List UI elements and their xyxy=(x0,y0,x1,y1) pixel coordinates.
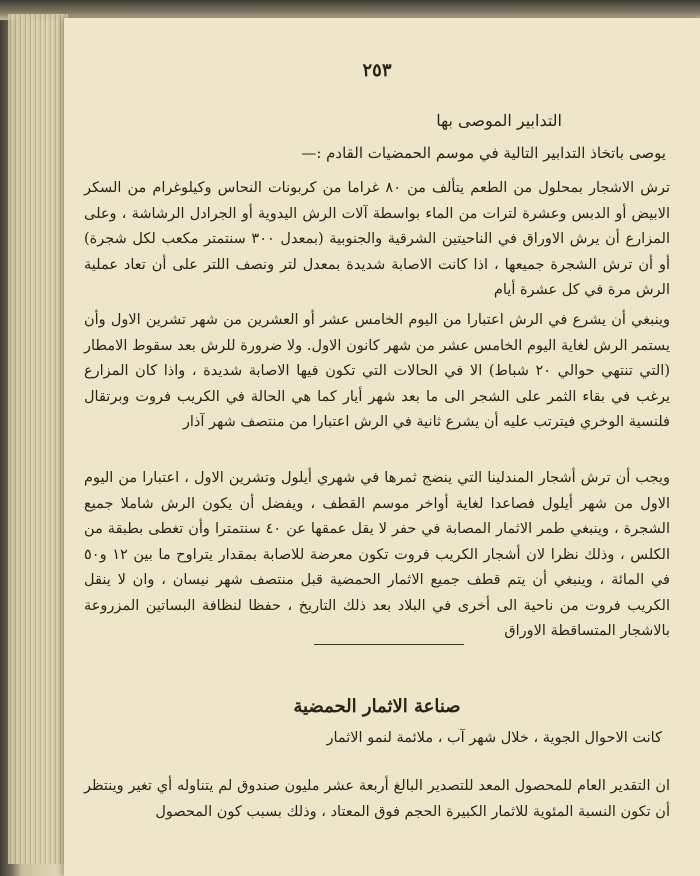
page-number: ٢٥٣ xyxy=(362,60,392,81)
final-paragraph: ان التقدير العام للمحصول المعد للتصدير البالغ أربعة عشر مليون صندوق لم يتناوله أي تغير وينتظر أن تكون النسبة المئوية للاثمار الكبيرة الحجم فوق المعتاد ، وذلك بسبب كون المحصول xyxy=(84,778,670,820)
section-title: صناعة الاثمار الحمضية xyxy=(293,696,461,717)
section-heading: التدابير الموصى بها xyxy=(436,111,562,130)
paragraph-3: ويجب أن ترش أشجار المندلينا التي ينضج ثمرها في شهري أيلول وتشرين الاول ، اعتبارا من اليوم الاول من شهر أيلول فصاعدا لغاية أواخر موسم القطف ، ويفضل أن يكون الرش شاملا جميع الشجرة ، وينبغي طمر الاثمار المصابة في حفر لا يقل عمقها عن ٤٠ سنتمترا وأن تغطى بطبقة من الكلس ، وذلك نظرا لان أشجار الكريب فروت تكون معرضة للاصابة بمقدار يتراوح ما بين ١٢ و٥٠ في المائة ، وينبغي أن يتم قطف جميع الاثمار الحمضية قبل منتصف شهر نيسان ، وان لا ينقل الكريب فروت من ناحية الى أخرى في البلاد بعد ذلك التاريخ ، حفظا لنظافة البساتين المزروعة بالاشجار المتساقطة الاوراق xyxy=(84,470,670,639)
book-top-edge xyxy=(0,0,700,20)
paragraph-1: ترش الاشجار بمحلول من الطعم يتألف من ٨٠ غراما من كربونات النحاس وكيلوغرام من السكر الابيض أو الدبس وعشرة لترات من الماء بواسطة آلات الرش اليدوية أو الجرادل الرشاشة ، وعلى المزارع أن يرش الاوراق في الناحيتين الشرقية والجنوبية (بمعدل ٣٠٠ سنتمتر مكعب لكل شجرة) أو أن ترش الشجرة جميعها ، اذا كانت الاصابة شديدة بمعدل لتر ونصف اللتر على أن تعاد عملية الرش مرة في كل عشرة أيام xyxy=(84,180,671,298)
intro-line: يوصى باتخاذ التدابير التالية في موسم الحمضيات القادم :— xyxy=(301,144,666,162)
page-edges xyxy=(8,14,68,864)
section-divider xyxy=(314,644,464,645)
paragraph-2: وينبغي أن يشرع في الرش اعتبارا من اليوم الخامس عشر أو العشرين من شهر تشرين الاول وأن يستمر الرش لغاية اليوم الخامس عشر من شهر كانون الاول. ولا ضرورة للرش بعد سقوط الامطار (التي تنتهي حوالي ٢٠ شباط) الا في الحالات التي تكون فيها الاصابة شديدة ، واذا كان المزارع يرغب في بقاء الثمر على الشجر الى ما بعد شهر أيار كما هي الحالة في الكريب فروت وبرتقال فلنسية الوخري فيترتب عليه أن يشرع ثانية في الرش اعتبارا من منتصف شهر آذار xyxy=(84,312,670,430)
section-intro: كانت الاحوال الجوية ، خلال شهر آب ، ملائمة لنمو الاثمار xyxy=(326,730,662,746)
page-sheet xyxy=(64,18,700,876)
